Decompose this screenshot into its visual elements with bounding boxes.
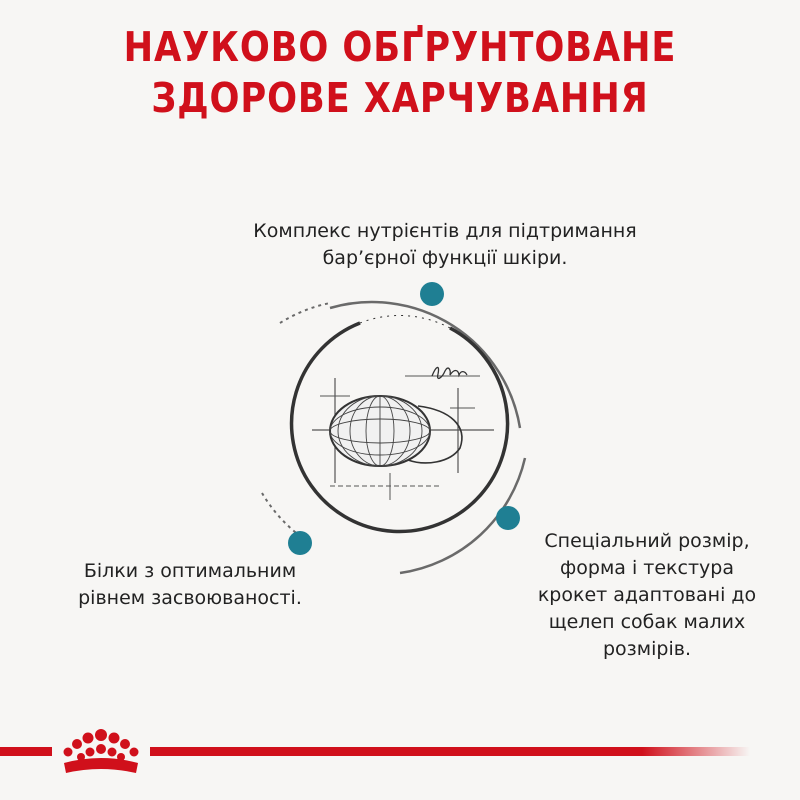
feature-kibble-size — [512, 528, 782, 663]
feature-kibble-size-line-1: Спеціальний розмір, — [544, 530, 750, 552]
crown-logo-icon — [56, 727, 146, 775]
outer-arc-top-dashed — [280, 303, 330, 323]
sketch-signature — [432, 367, 467, 378]
title-line-2: ЗДОРОВЕ ХАРЧУВАННЯ — [151, 74, 649, 122]
feature-protein-line-1: Білки з оптимальним — [83, 560, 297, 582]
footer-bar-right — [150, 747, 750, 756]
feature-kibble-size-line-3: крокет адаптовані до — [537, 584, 757, 606]
marker-dot-top — [420, 282, 444, 306]
feature-kibble-size-line-2: форма і текстура — [560, 557, 734, 579]
footer-bar-left — [0, 747, 52, 756]
title-line-1: НАУКОВО ОБҐРУНТОВАНЕ — [123, 23, 677, 71]
feature-skin-barrier — [200, 218, 690, 272]
marker-dot-left — [288, 531, 312, 555]
feature-skin-barrier-line-1: Комплекс нутрієнтів для підтримання — [253, 220, 637, 242]
feature-kibble-size-line-4: щелеп собак малих — [548, 611, 746, 633]
feature-protein-line-2: рівнем засвоюваності. — [78, 587, 302, 609]
feature-kibble-size-line-5: розмірів. — [603, 638, 691, 660]
marker-dot-right — [496, 506, 520, 530]
footer-brand-bar — [0, 727, 800, 777]
page-title — [56, 22, 744, 124]
feature-skin-barrier-line-2: бар’єрної функції шкіри. — [322, 247, 568, 269]
